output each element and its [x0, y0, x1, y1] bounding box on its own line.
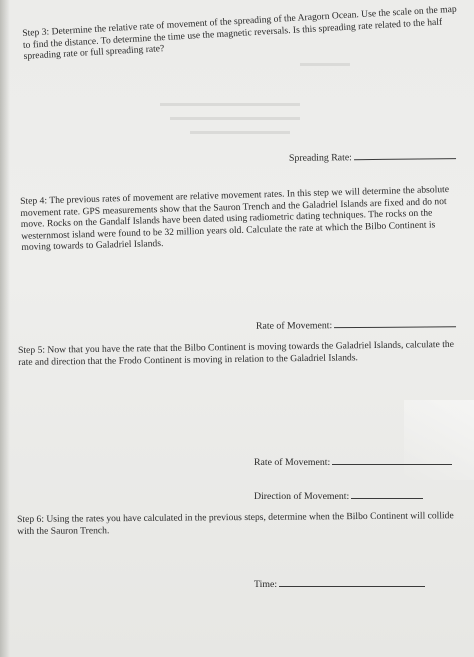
spreading-rate-answer — [289, 149, 456, 164]
page-edge-shadow — [0, 0, 10, 657]
spreading-rate-blank[interactable] — [354, 149, 456, 160]
step-4-question: Step 4: The previous rates of movement are relative movement rates. In this step we will determine the absolute movement rate. GPS measurements show that the Sauron Trench and the Galadriel Islands are fixed and do not move. Rocks on the Gandalf Islands have been dated using radiometric dating techniques. The rocks on the westernmost island were found to be 32 million years old. Calculate the rate at which the Bilbo Continent is moving towards to Galadriel Islands. — [20, 184, 450, 254]
step-4-rate-blank[interactable] — [334, 317, 456, 328]
step-6-time-label: Time: — [254, 579, 278, 590]
bleed-through-mark: ▬▬▬▬▬▬▬▬▬▬▬▬▬▬ — [160, 98, 300, 109]
spreading-rate-label: Spreading Rate: — [288, 152, 352, 164]
step-6-question: Step 6: Using the rates you have calculated in the previous steps, determine when the Bilbo Continent will collide with the Sauron Trench. — [17, 510, 454, 537]
step-5-direction-label: Direction of Movement: — [254, 491, 350, 502]
step-3-question: Step 3: Determine the relative rate of movement of the spreading of the Aragorn Ocean. Use the scale on the map to find the distance. To determine the time use the magnetic reversals. Is this spreading rate related to the half spreading rate or full spreading rate? — [22, 3, 457, 63]
step-6-time-blank[interactable] — [279, 577, 425, 587]
step-6-time-answer — [254, 577, 425, 590]
step-5-rate-label: Rate of Movement: — [254, 457, 331, 468]
bleed-through-mark: ▬▬▬▬▬ — [300, 58, 350, 69]
step-4-rate-answer — [256, 317, 456, 331]
paper-fold-highlight — [404, 400, 474, 480]
bleed-through-mark: ▬▬▬▬▬▬▬▬▬▬▬▬▬ — [170, 112, 300, 123]
step-5-rate-blank[interactable] — [332, 455, 452, 465]
step-5-rate-answer — [254, 455, 452, 468]
step-5-direction-answer — [254, 489, 423, 502]
step-5-direction-blank[interactable] — [351, 489, 423, 499]
step-5-question: Step 5: Now that you have the rate that the Bilbo Continent is moving towards the Galadriel Islands, calculate the rate and direction that the Frodo Continent is moving in relation to the Galadriel Islands. — [18, 338, 455, 368]
step-4-rate-label: Rate of Movement: — [255, 320, 333, 332]
bleed-through-mark: ▬▬▬▬▬▬▬▬▬▬ — [190, 126, 290, 137]
